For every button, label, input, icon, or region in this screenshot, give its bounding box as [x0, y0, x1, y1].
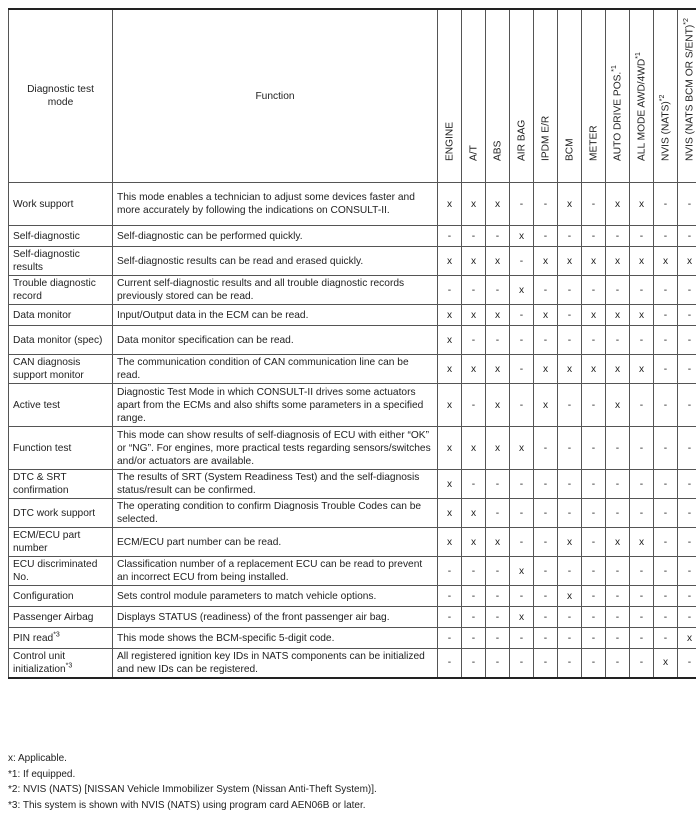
mode-label: Work support	[13, 198, 74, 210]
applicability-cell: x	[486, 183, 510, 226]
applicability-cell: x	[510, 557, 534, 586]
footnote: x: Applicable.	[8, 753, 67, 764]
mode-label: ECU discriminated No.	[13, 559, 98, 583]
diagnostic-mode-table-container	[8, 8, 695, 679]
applicability-cell: -	[558, 384, 582, 427]
mode-cell	[9, 326, 113, 355]
applicability-cell: -	[438, 276, 462, 305]
mode-label: DTC & SRT confirmation	[13, 472, 69, 496]
applicability-cell: -	[486, 649, 510, 678]
applicability-cell: x	[438, 470, 462, 499]
mode-cell	[9, 247, 113, 276]
function-cell: Current self-diagnostic results and all trouble diagnostic records previously stored can be read.	[113, 276, 438, 305]
applicability-cell: x	[606, 305, 630, 326]
applicability-cell: x	[678, 247, 696, 276]
table-row	[9, 470, 696, 499]
footnote: *3: This system is shown with NVIS (NATS) using program card AEN06B or later.	[8, 799, 366, 811]
applicability-cell: -	[582, 276, 606, 305]
applicability-cell: -	[678, 427, 696, 470]
applicability-cell: -	[510, 628, 534, 649]
applicability-cell: -	[678, 384, 696, 427]
table-row	[9, 499, 696, 528]
applicability-cell: x	[678, 628, 696, 649]
applicability-cell: x	[438, 355, 462, 384]
applicability-cell: -	[582, 607, 606, 628]
applicability-cell: -	[630, 557, 654, 586]
function-cell: This mode can show results of self-diagnosis of ECU with either “OK” or “NG”. For engines, more practical tests regarding sensors/switches and/or actuators are available.	[113, 427, 438, 470]
function-cell: Sets control module parameters to match vehicle options.	[113, 586, 438, 607]
function-cell: The communication condition of CAN communication line can be read.	[113, 355, 438, 384]
applicability-cell: -	[438, 649, 462, 678]
mode-cell	[9, 628, 113, 649]
function-cell: The results of SRT (System Readiness Test) and the self-diagnosis status/result can be confirmed.	[113, 470, 438, 499]
applicability-cell: -	[462, 470, 486, 499]
mode-cell	[9, 528, 113, 557]
applicability-cell: -	[678, 183, 696, 226]
applicability-cell: -	[678, 305, 696, 326]
mode-cell	[9, 649, 113, 678]
mode-label: DTC work support	[13, 507, 96, 519]
applicability-cell: -	[558, 470, 582, 499]
applicability-cell: -	[678, 326, 696, 355]
function-cell: Classification number of a replacement ECU can be read to prevent an incorrect ECU from being installed.	[113, 557, 438, 586]
applicability-cell: -	[438, 226, 462, 247]
applicability-cell: -	[486, 628, 510, 649]
applicability-cell: x	[558, 247, 582, 276]
applicability-cell: -	[510, 528, 534, 557]
applicability-cell: -	[606, 607, 630, 628]
table-row	[9, 276, 696, 305]
applicability-cell: -	[678, 355, 696, 384]
applicability-cell: -	[462, 276, 486, 305]
applicability-cell: -	[534, 326, 558, 355]
applicability-cell: -	[582, 183, 606, 226]
applicability-cell: x	[438, 305, 462, 326]
applicability-cell: x	[462, 305, 486, 326]
applicability-cell: -	[462, 326, 486, 355]
applicability-cell: -	[462, 628, 486, 649]
table-row	[9, 384, 696, 427]
applicability-cell: -	[534, 528, 558, 557]
applicability-cell: x	[510, 226, 534, 247]
table-row	[9, 628, 696, 649]
table-row	[9, 528, 696, 557]
mode-label: Trouble diagnostic record	[13, 278, 96, 302]
table-row	[9, 355, 696, 384]
applicability-cell: -	[510, 247, 534, 276]
applicability-cell: x	[438, 326, 462, 355]
applicability-cell: -	[558, 628, 582, 649]
applicability-cell: -	[678, 586, 696, 607]
applicability-cell: -	[486, 499, 510, 528]
applicability-cell: x	[654, 247, 678, 276]
applicability-cell: -	[654, 528, 678, 557]
applicability-cell: -	[654, 557, 678, 586]
applicability-cell: -	[606, 276, 630, 305]
applicability-cell: -	[462, 384, 486, 427]
applicability-cell: x	[630, 305, 654, 326]
applicability-cell: -	[558, 499, 582, 528]
applicability-cell: x	[462, 528, 486, 557]
table-row	[9, 183, 696, 226]
applicability-cell: x	[606, 355, 630, 384]
applicability-cell: x	[630, 528, 654, 557]
applicability-cell: -	[534, 276, 558, 305]
applicability-cell: -	[606, 628, 630, 649]
mode-label: Active test	[13, 399, 60, 411]
applicability-cell: -	[558, 305, 582, 326]
applicability-cell: -	[654, 607, 678, 628]
applicability-cell: -	[462, 586, 486, 607]
applicability-cell: -	[438, 557, 462, 586]
footnote: *1: If equipped.	[8, 768, 76, 780]
applicability-cell: -	[654, 355, 678, 384]
applicability-cell: -	[630, 326, 654, 355]
header-mode: Diagnostic test mode	[9, 9, 113, 183]
applicability-cell: x	[630, 183, 654, 226]
applicability-cell: -	[606, 226, 630, 247]
applicability-cell: -	[486, 226, 510, 247]
mode-cell	[9, 276, 113, 305]
applicability-cell: x	[462, 499, 486, 528]
table-row	[9, 649, 696, 678]
applicability-cell: -	[582, 384, 606, 427]
applicability-cell: -	[534, 183, 558, 226]
applicability-cell: -	[582, 226, 606, 247]
applicability-cell: x	[582, 355, 606, 384]
table-row	[9, 305, 696, 326]
applicability-cell: -	[582, 326, 606, 355]
applicability-cell: x	[486, 427, 510, 470]
applicability-cell: -	[654, 427, 678, 470]
applicability-cell: -	[534, 586, 558, 607]
applicability-cell: -	[654, 586, 678, 607]
header-system: A/T	[462, 9, 486, 183]
applicability-cell: -	[534, 557, 558, 586]
applicability-cell: -	[582, 427, 606, 470]
mode-label: Data monitor (spec)	[13, 334, 103, 346]
applicability-cell: -	[654, 226, 678, 247]
function-cell: ECM/ECU part number can be read.	[113, 528, 438, 557]
applicability-cell: -	[606, 427, 630, 470]
applicability-cell: -	[678, 528, 696, 557]
mode-cell	[9, 586, 113, 607]
applicability-cell: x	[654, 649, 678, 678]
applicability-cell: x	[558, 183, 582, 226]
function-cell: Diagnostic Test Mode in which CONSULT-II drives some actuators apart from the ECMs and also shifts some parameters in a specified range.	[113, 384, 438, 427]
applicability-cell: -	[558, 557, 582, 586]
mode-cell	[9, 226, 113, 247]
header-system: AUTO DRIVE POS.$^{*1}$	[606, 9, 630, 183]
applicability-cell: x	[438, 528, 462, 557]
mode-cell	[9, 384, 113, 427]
applicability-cell: -	[558, 326, 582, 355]
applicability-cell: -	[486, 470, 510, 499]
function-cell: This mode shows the BCM-specific 5-digit code.	[113, 628, 438, 649]
applicability-cell: -	[582, 528, 606, 557]
applicability-cell: x	[630, 247, 654, 276]
mode-label: Configuration	[13, 590, 74, 602]
mode-cell	[9, 470, 113, 499]
applicability-cell: -	[630, 427, 654, 470]
applicability-cell: x	[438, 384, 462, 427]
applicability-cell: x	[486, 355, 510, 384]
applicability-cell: x	[486, 247, 510, 276]
applicability-cell: -	[678, 226, 696, 247]
applicability-cell: x	[630, 355, 654, 384]
applicability-cell: -	[510, 384, 534, 427]
applicability-cell: -	[606, 470, 630, 499]
applicability-cell: x	[582, 247, 606, 276]
applicability-cell: -	[678, 557, 696, 586]
applicability-cell: x	[510, 276, 534, 305]
applicability-cell: -	[558, 649, 582, 678]
mode-label: Control unit initialization	[13, 650, 66, 675]
applicability-cell: x	[606, 183, 630, 226]
mode-cell	[9, 305, 113, 326]
applicability-cell: -	[486, 607, 510, 628]
applicability-cell: -	[654, 326, 678, 355]
applicability-cell: -	[438, 607, 462, 628]
mode-label: PIN read	[13, 632, 54, 644]
function-cell: Self-diagnostic results can be read and erased quickly.	[113, 247, 438, 276]
function-cell: Input/Output data in the ECM can be read.	[113, 305, 438, 326]
mode-label: Passenger Airbag	[13, 611, 94, 623]
applicability-cell: x	[606, 247, 630, 276]
mode-footnote-ref: *3	[65, 662, 73, 670]
mode-cell	[9, 557, 113, 586]
applicability-cell: -	[510, 183, 534, 226]
table-row	[9, 226, 696, 247]
applicability-cell: -	[630, 384, 654, 427]
applicability-cell: -	[582, 499, 606, 528]
header-row	[9, 9, 696, 183]
mode-label: Function test	[13, 442, 72, 454]
applicability-cell: x	[438, 247, 462, 276]
applicability-cell: -	[486, 326, 510, 355]
footnote: *2: NVIS (NATS) [NISSAN Vehicle Immobilizer System (Nissan Anti-Theft System)].	[8, 784, 377, 795]
applicability-cell: -	[606, 586, 630, 607]
function-cell: Data monitor specification can be read.	[113, 326, 438, 355]
applicability-cell: -	[534, 628, 558, 649]
table-body	[9, 183, 696, 678]
applicability-cell: -	[630, 628, 654, 649]
applicability-cell: -	[606, 557, 630, 586]
applicability-cell: -	[486, 586, 510, 607]
applicability-cell: -	[606, 499, 630, 528]
applicability-cell: x	[558, 355, 582, 384]
applicability-cell: -	[510, 649, 534, 678]
applicability-cell: -	[630, 226, 654, 247]
footnotes	[8, 751, 377, 813]
applicability-cell: x	[606, 384, 630, 427]
applicability-cell: -	[558, 427, 582, 470]
applicability-cell: -	[534, 607, 558, 628]
function-cell: The operating condition to confirm Diagnosis Trouble Codes can be selected.	[113, 499, 438, 528]
applicability-cell: -	[654, 470, 678, 499]
applicability-cell: -	[654, 499, 678, 528]
applicability-cell: -	[438, 586, 462, 607]
mode-cell	[9, 427, 113, 470]
applicability-cell: -	[510, 305, 534, 326]
applicability-cell: x	[462, 355, 486, 384]
applicability-cell: -	[630, 470, 654, 499]
applicability-cell: x	[534, 305, 558, 326]
applicability-cell: x	[582, 305, 606, 326]
applicability-cell: -	[630, 499, 654, 528]
applicability-cell: -	[606, 326, 630, 355]
table-row	[9, 247, 696, 276]
applicability-cell: -	[510, 326, 534, 355]
applicability-cell: -	[654, 628, 678, 649]
applicability-cell: -	[558, 276, 582, 305]
header-system: ABS	[486, 9, 510, 183]
applicability-cell: x	[438, 499, 462, 528]
mode-label: Self-diagnostic results	[13, 249, 80, 273]
mode-cell	[9, 499, 113, 528]
applicability-cell: x	[462, 427, 486, 470]
applicability-cell: -	[558, 607, 582, 628]
mode-cell	[9, 607, 113, 628]
applicability-cell: -	[630, 276, 654, 305]
function-cell: Displays STATUS (readiness) of the front passenger air bag.	[113, 607, 438, 628]
applicability-cell: -	[678, 607, 696, 628]
applicability-cell: -	[510, 355, 534, 384]
header-system: IPDM E/R	[534, 9, 558, 183]
applicability-cell: -	[462, 557, 486, 586]
applicability-cell: x	[558, 528, 582, 557]
mode-label: Data monitor	[13, 309, 72, 321]
applicability-cell: -	[486, 276, 510, 305]
applicability-cell: -	[630, 586, 654, 607]
header-system: METER	[582, 9, 606, 183]
applicability-cell: -	[582, 557, 606, 586]
header-function: Function	[113, 9, 438, 183]
header-system: NVIS (NATS BCM OR S/ENT)$^{*2}$	[678, 9, 696, 183]
applicability-cell: -	[510, 586, 534, 607]
applicability-cell: -	[510, 470, 534, 499]
diagnostic-mode-table	[8, 8, 696, 679]
applicability-cell: -	[582, 628, 606, 649]
applicability-cell: x	[558, 586, 582, 607]
applicability-cell: -	[438, 628, 462, 649]
applicability-cell: -	[654, 384, 678, 427]
applicability-cell: x	[462, 183, 486, 226]
applicability-cell: -	[678, 276, 696, 305]
applicability-cell: x	[534, 384, 558, 427]
mode-label: ECM/ECU part number	[13, 530, 81, 554]
applicability-cell: x	[438, 183, 462, 226]
function-cell: Self-diagnostic can be performed quickly.	[113, 226, 438, 247]
header-system: BCM	[558, 9, 582, 183]
applicability-cell: x	[510, 607, 534, 628]
table-row	[9, 427, 696, 470]
mode-label: Self-diagnostic	[13, 230, 80, 242]
mode-label: CAN diagnosis support monitor	[13, 357, 84, 381]
applicability-cell: -	[582, 470, 606, 499]
applicability-cell: -	[534, 499, 558, 528]
applicability-cell: -	[534, 427, 558, 470]
applicability-cell: x	[486, 528, 510, 557]
header-system: NVIS (NATS)$^{*2}$	[654, 9, 678, 183]
applicability-cell: -	[558, 226, 582, 247]
applicability-cell: x	[606, 528, 630, 557]
applicability-cell: -	[582, 586, 606, 607]
mode-cell	[9, 183, 113, 226]
mode-footnote-ref: *3	[53, 631, 60, 639]
applicability-cell: x	[510, 427, 534, 470]
applicability-cell: -	[462, 226, 486, 247]
table-row	[9, 557, 696, 586]
applicability-cell: -	[582, 649, 606, 678]
applicability-cell: x	[534, 355, 558, 384]
header-system: ALL MODE AWD/4WD$^{*1}$	[630, 9, 654, 183]
applicability-cell: -	[486, 557, 510, 586]
applicability-cell: x	[486, 384, 510, 427]
applicability-cell: -	[534, 649, 558, 678]
table-row	[9, 326, 696, 355]
applicability-cell: x	[486, 305, 510, 326]
applicability-cell: -	[678, 499, 696, 528]
applicability-cell: -	[654, 276, 678, 305]
mode-cell	[9, 355, 113, 384]
applicability-cell: -	[678, 470, 696, 499]
applicability-cell: -	[462, 607, 486, 628]
applicability-cell: -	[630, 607, 654, 628]
applicability-cell: -	[678, 649, 696, 678]
header-system: ENGINE	[438, 9, 462, 183]
applicability-cell: x	[462, 247, 486, 276]
applicability-cell: -	[654, 183, 678, 226]
applicability-cell: -	[630, 649, 654, 678]
header-system: AIR BAG	[510, 9, 534, 183]
applicability-cell: x	[534, 247, 558, 276]
applicability-cell: -	[462, 649, 486, 678]
applicability-cell: -	[510, 499, 534, 528]
applicability-cell: x	[438, 427, 462, 470]
applicability-cell: -	[534, 226, 558, 247]
function-cell: All registered ignition key IDs in NATS components can be initialized and new IDs can be registered.	[113, 649, 438, 678]
table-row	[9, 586, 696, 607]
applicability-cell: -	[654, 305, 678, 326]
table-row	[9, 607, 696, 628]
applicability-cell: -	[534, 470, 558, 499]
applicability-cell: -	[606, 649, 630, 678]
function-cell: This mode enables a technician to adjust some devices faster and more accurately by following the indications on CONSULT-II.	[113, 183, 438, 226]
